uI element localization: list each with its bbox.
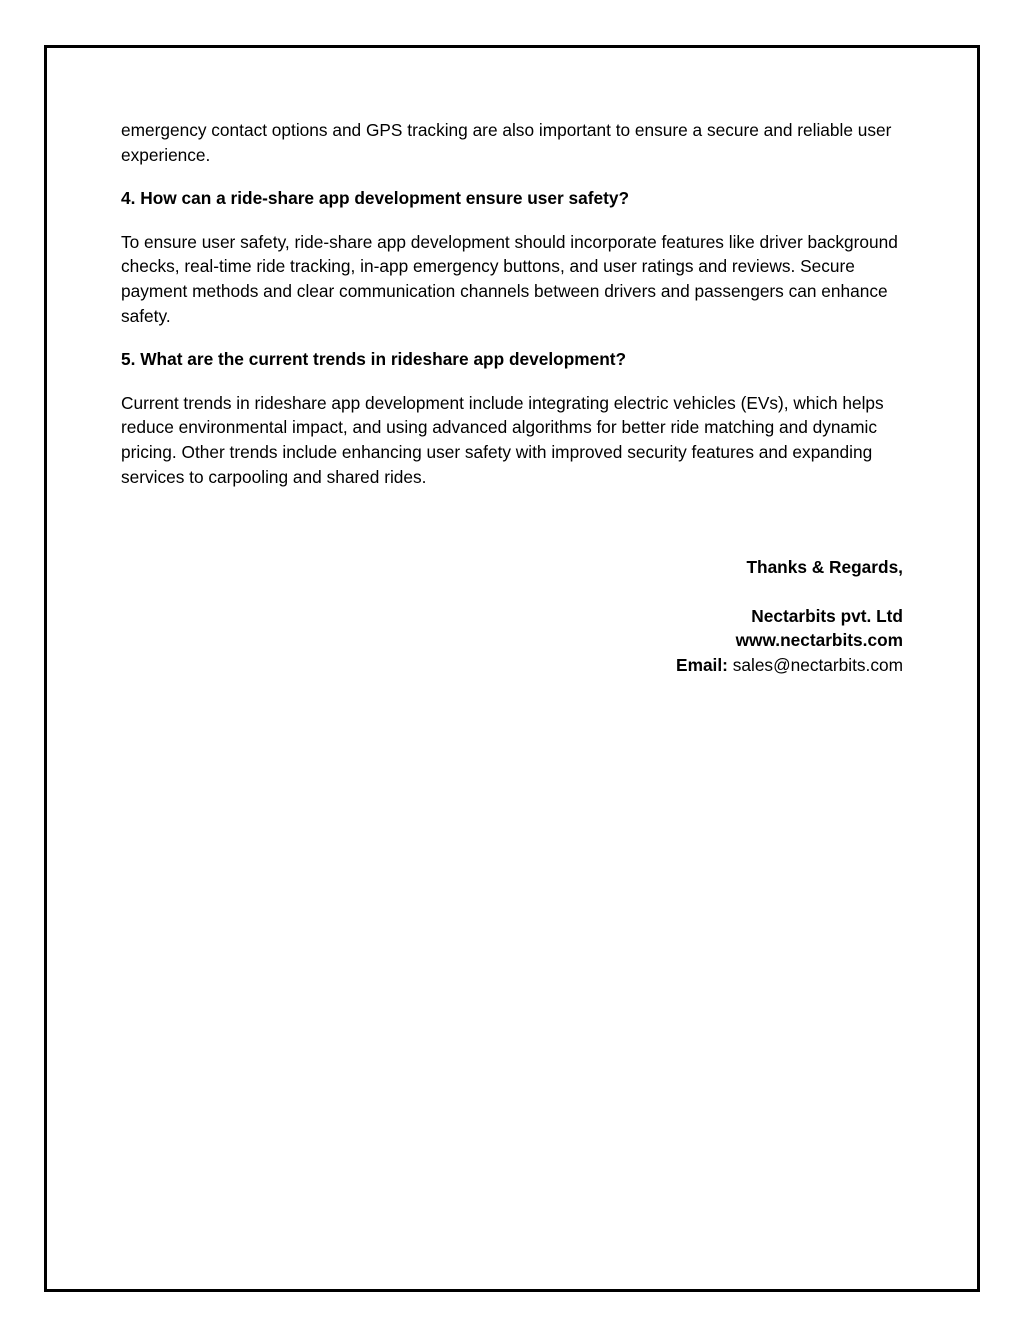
email-link[interactable]: sales@nectarbits.com bbox=[732, 654, 903, 675]
continued-paragraph: emergency contact options and GPS tracking are also important to ensure a secure and reliable user experience. bbox=[121, 120, 892, 165]
signature-block bbox=[676, 555, 903, 677]
email-line bbox=[676, 653, 903, 678]
faq-question-4: 4. How can a ride-share app development ensure user safety? bbox=[121, 188, 630, 209]
email-label: Email: bbox=[676, 654, 728, 675]
website-link[interactable]: www.nectarbits.com bbox=[735, 630, 903, 651]
company-name: Nectarbits pvt. Ltd bbox=[751, 605, 903, 626]
faq-answer-4: To ensure user safety, ride-share app development should incorporate features like driver background checks, real-time ride tracking, in-app emergency buttons, and user ratings and reviews. Secure payment methods and clear communication channels between drivers and passengers can enhance safety. bbox=[121, 231, 898, 326]
document-body bbox=[121, 118, 911, 508]
faq-question-5: 5. What are the current trends in rideshare app development? bbox=[121, 349, 627, 370]
faq-answer-5: Current trends in rideshare app development include integrating electric vehicles (EVs), which helps reduce environmental impact, and using advanced algorithms for better ride matching and dynamic pricing. Other trends include enhancing user safety with improved security features and expanding services to carpooling and shared rides. bbox=[121, 392, 884, 487]
closing-text: Thanks & Regards, bbox=[746, 557, 903, 577]
